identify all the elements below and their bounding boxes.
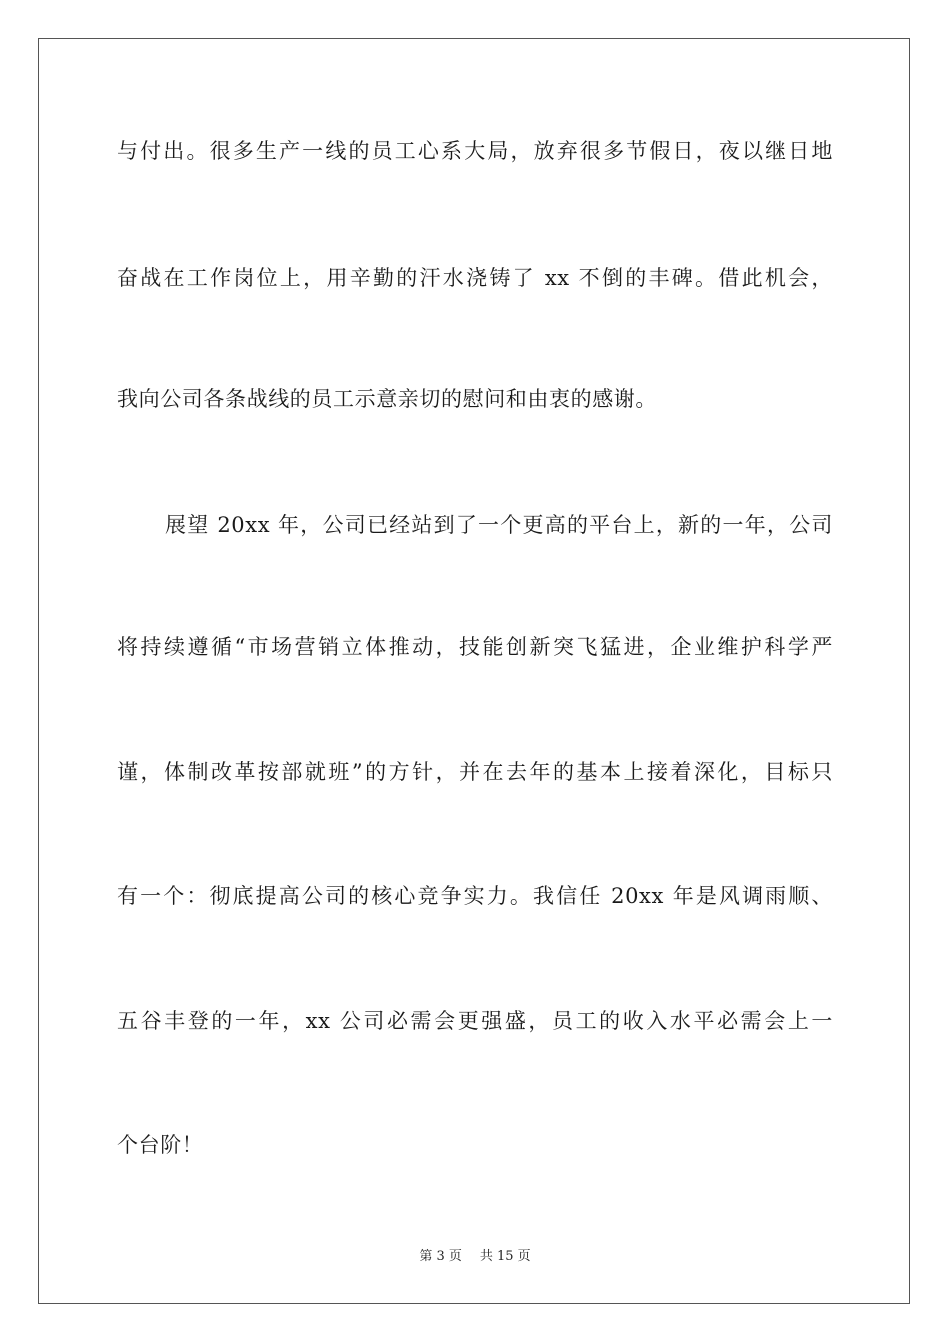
- page-total: 共 15 页: [479, 1249, 531, 1264]
- paragraph-line: 个台阶！: [117, 1133, 204, 1157]
- page-number: 第 3 页: [419, 1249, 462, 1264]
- paragraph-line: 将持续遵循“市场营销立体推动，技能创新突飞猛进，企业维护科学严: [117, 635, 833, 659]
- paragraph-line: 五谷丰登的一年，xx 公司必需会更强盛，员工的收入水平必需会上一: [117, 1009, 833, 1033]
- paragraph-line: 奋战在工作岗位上，用辛勤的汗水浇铸了 xx 不倒的丰碑。借此机会，: [117, 266, 833, 290]
- paragraph-line: 我向公司各条战线的员工示意亲切的慰问和由衷的感谢。: [117, 387, 657, 411]
- paragraph-line: 与付出。很多生产一线的员工心系大局，放弃很多节假日，夜以继日地: [117, 139, 833, 163]
- paragraph-line: 展望 20xx 年，公司已经站到了一个更高的平台上，新的一年，公司: [165, 513, 833, 537]
- page-frame: [38, 38, 910, 1304]
- page-footer: [0, 1248, 950, 1266]
- paragraph-line: 谨，体制改革按部就班”的方针，并在去年的基本上接着深化，目标只: [117, 760, 833, 784]
- paragraph-line: 有一个：彻底提高公司的核心竞争实力。我信任 20xx 年是风调雨顺、: [117, 884, 833, 908]
